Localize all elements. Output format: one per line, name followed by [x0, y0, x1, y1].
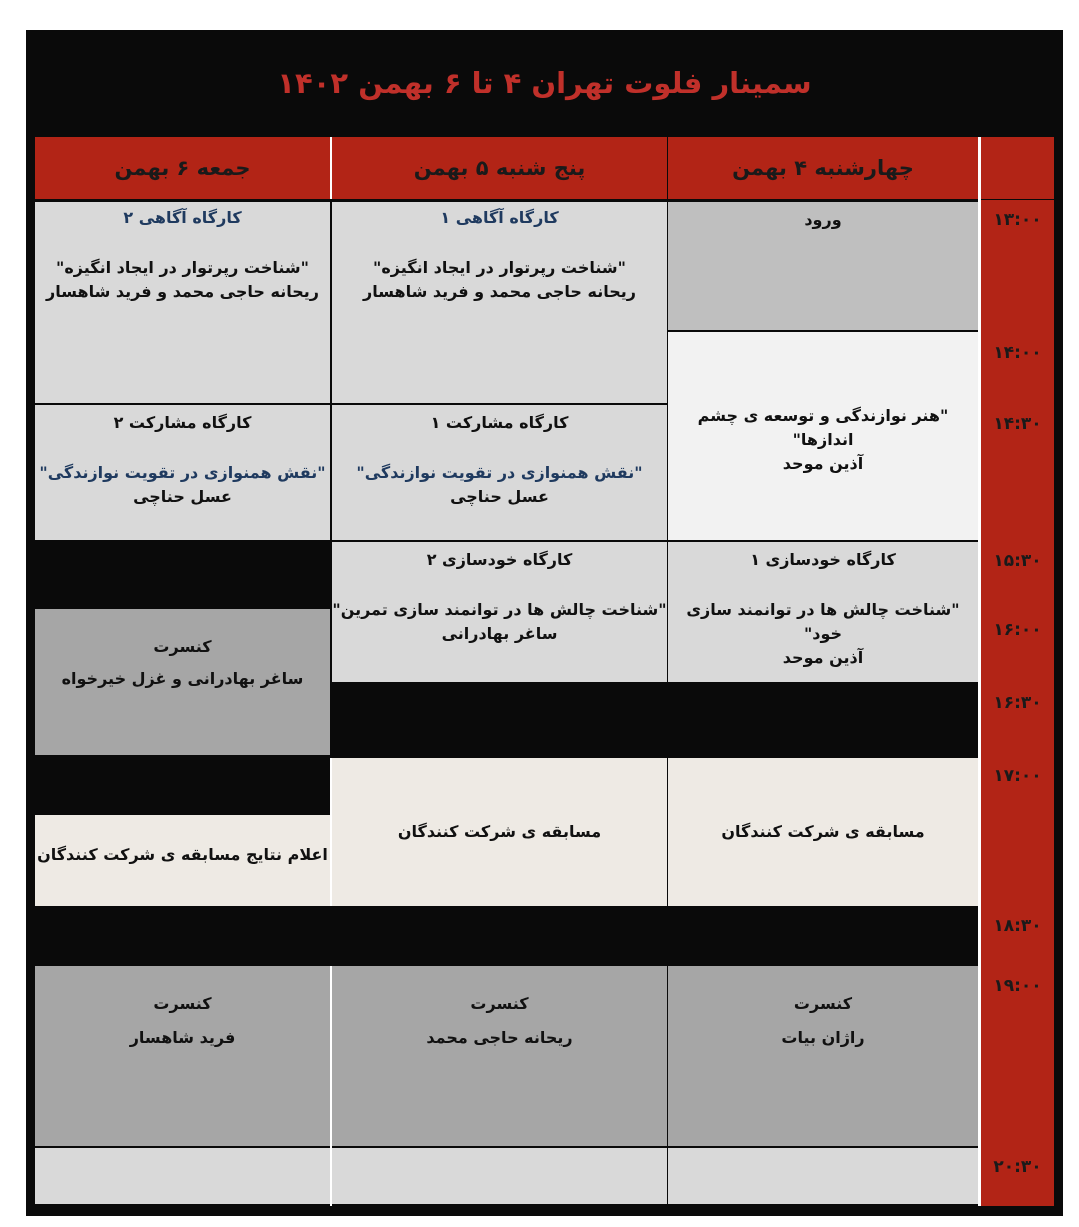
header-thursday: پنج شنبه ۵ بهمن: [332, 137, 667, 199]
event-subject: "نقش همنوازی در تقویت نوازندگی": [356, 463, 643, 482]
event-title: کنسرت: [153, 637, 212, 656]
time-slot: ۱۳:۰۰: [993, 210, 1042, 230]
event-title: اعلام نتایج مسابقه ی شرکت کنندگان: [37, 845, 328, 864]
page-title: سمینار فلوت تهران ۴ تا ۶ بهمن ۱۴۰۲: [277, 66, 812, 100]
event-performer: فرید شاهسار: [129, 1028, 236, 1047]
divider: [330, 137, 332, 199]
event-presenter: عسل حناچی: [133, 487, 232, 506]
event-title: کارگاه خودسازی ۲: [426, 550, 573, 569]
event-presenter: ریحانه حاجی محمد و فرید شاهسار: [363, 282, 636, 301]
event-competition: [668, 758, 978, 906]
time-slot: ۱۹:۰۰: [993, 976, 1042, 996]
event-concert: [35, 966, 330, 1146]
event-concert: [35, 609, 330, 755]
event-presenter: آذین موحد: [782, 454, 864, 473]
event-workshop-self-2: [332, 542, 667, 682]
event-art-of-playing: [668, 332, 978, 540]
time-slot: ۱۶:۳۰: [993, 693, 1042, 713]
event-presenter: ساغر بهادرانی: [441, 624, 558, 643]
event-title: کارگاه آگاهی ۲: [123, 208, 242, 227]
event-subject: "نقش همنوازی در تقویت نوازندگی": [39, 463, 326, 482]
event-title: مسابقه ی شرکت کنندگان: [721, 822, 925, 841]
time-slot: ۱۵:۳۰: [993, 551, 1042, 571]
event-subject: "شناخت رپرتوار در ایجاد انگیزه": [373, 258, 626, 277]
event-title: مسابقه ی شرکت کنندگان: [397, 822, 602, 841]
time-slot: ۱۴:۰۰: [993, 343, 1042, 363]
event-presenter: ریحانه حاجی محمد و فرید شاهسار: [46, 282, 319, 301]
event-concert: [668, 966, 978, 1146]
event-awareness-workshop-1: [332, 202, 667, 403]
event-presenter: آذین موحد: [782, 648, 864, 667]
event-participation-workshop-1: [332, 405, 667, 540]
event-title: کنسرت: [153, 994, 212, 1013]
header-friday: جمعه ۶ بهمن: [35, 137, 330, 199]
event-title: کارگاه مشارکت ۱: [430, 413, 569, 432]
event-title: ورود: [804, 210, 842, 229]
time-slot: ۱۶:۰۰: [993, 620, 1042, 640]
header-wednesday: چهارشنبه ۴ بهمن: [668, 137, 978, 199]
empty-slot: [332, 1148, 667, 1204]
event-subject: "هنر نوازندگی و توسعه ی چشم اندازها": [697, 406, 949, 449]
event-title: کنسرت: [793, 994, 853, 1013]
event-participation-workshop-2: [35, 405, 330, 540]
empty-slot: [668, 1148, 978, 1204]
event-subject: "شناخت چالش ها در توانمند سازی خود": [686, 600, 960, 643]
event-competition: [332, 758, 667, 906]
event-presenter: عسل حناچی: [450, 487, 549, 506]
event-subject: "شناخت رپرتوار در ایجاد انگیزه": [56, 258, 309, 277]
time-slot: ۱۴:۳۰: [993, 414, 1042, 434]
time-slot: ۱۸:۳۰: [993, 916, 1042, 936]
divider: [330, 966, 332, 1206]
event-performer: ریحانه حاجی محمد: [426, 1028, 573, 1047]
divider: [330, 758, 332, 906]
event-performer: راژان بیات: [781, 1028, 865, 1047]
divider: [978, 137, 981, 1206]
event-title: کنسرت: [470, 994, 529, 1013]
event-title: کارگاه آگاهی ۱: [440, 208, 559, 227]
event-title: کارگاه خودسازی ۱: [750, 550, 896, 569]
time-slot: ۲۰:۳۰: [993, 1157, 1042, 1177]
event-title: کارگاه مشارکت ۲: [113, 413, 252, 432]
time-slot: ۱۷:۰۰: [993, 766, 1042, 786]
empty-slot: [35, 1148, 330, 1204]
event-performer: ساغر بهادرانی و غزل خیرخواه: [61, 669, 304, 688]
event-results-announcement: [35, 815, 330, 906]
event-workshop-self-1: [668, 542, 978, 682]
event-awareness-workshop-2: [35, 202, 330, 403]
event-subject: "شناخت چالش ها در توانمند سازی تمرین": [332, 600, 667, 619]
event-entry: [668, 202, 978, 330]
event-concert: [332, 966, 667, 1146]
header-time: [981, 137, 1054, 199]
